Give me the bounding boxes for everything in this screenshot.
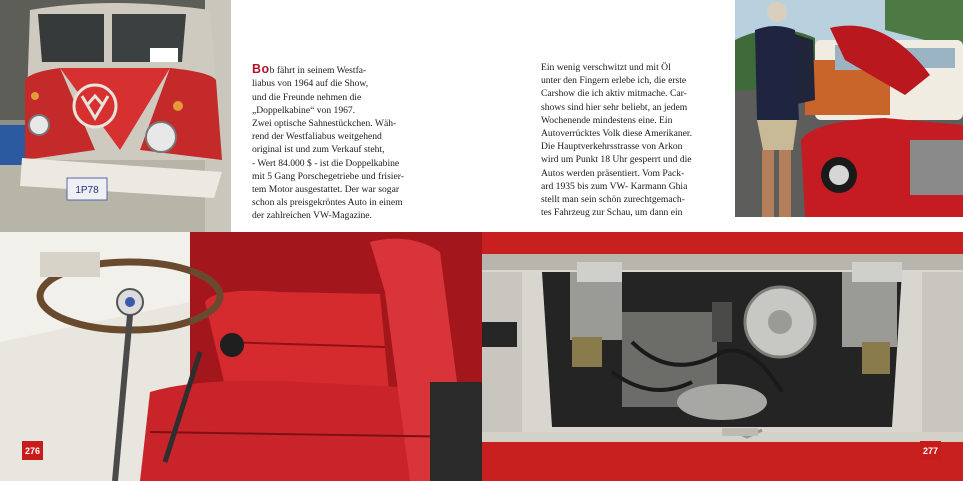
photo-vw-bus-front xyxy=(0,0,231,232)
drop-cap: Bo xyxy=(252,62,270,77)
intro-paragraph: b fährt in seinem Westfa- liabus von 1964 auf die Show, und die Freunde nehmen die „Doppelkabine“ von 1967. xyxy=(252,65,369,116)
right-text-column: Ein wenig verschwitzt und mit Öl unter den Fingern erlebe ich, die erste Carshow die ich aktiv mitmache. Car- shows sind hier sehr beliebt, an jedem Wochenende mindestens eine. Ein Autoverrücktes Volk diese Amerikaner. Die Hauptverkehrsstrasse von Arkon wird um Punkt 18 Uhr gesperrt und die Autos werden präsentiert. Vom Pack- ard 1935 bis zum VW- Karmann Ghia stellt man sein schön zurechtgemach- tes Fahrzeug zur Schau, um dann ein xyxy=(541,62,692,219)
photo-carshow xyxy=(735,0,963,217)
page-number-right: 277 xyxy=(920,441,941,460)
left-paragraph-2: Zwei optische Sahnestückchen. Wäh- rend der Westfaliabus weitgehend original ist und zum Verkauf steht, - Wert 84.000 $ - ist die Doppelkabine mit 5 Gang Porschegetriebe und frisier- tem Motor ausgestattet. Der war sogar schon als preisgekröntes Auto in einem der zahlreichen VW-Magazine. xyxy=(252,118,404,222)
left-text-column xyxy=(252,50,442,117)
page-number-left: 276 xyxy=(22,441,43,460)
license-plate-text: 1P78 xyxy=(75,185,99,196)
photo-interior-seat xyxy=(0,232,482,481)
photo-engine-bay xyxy=(482,232,963,481)
